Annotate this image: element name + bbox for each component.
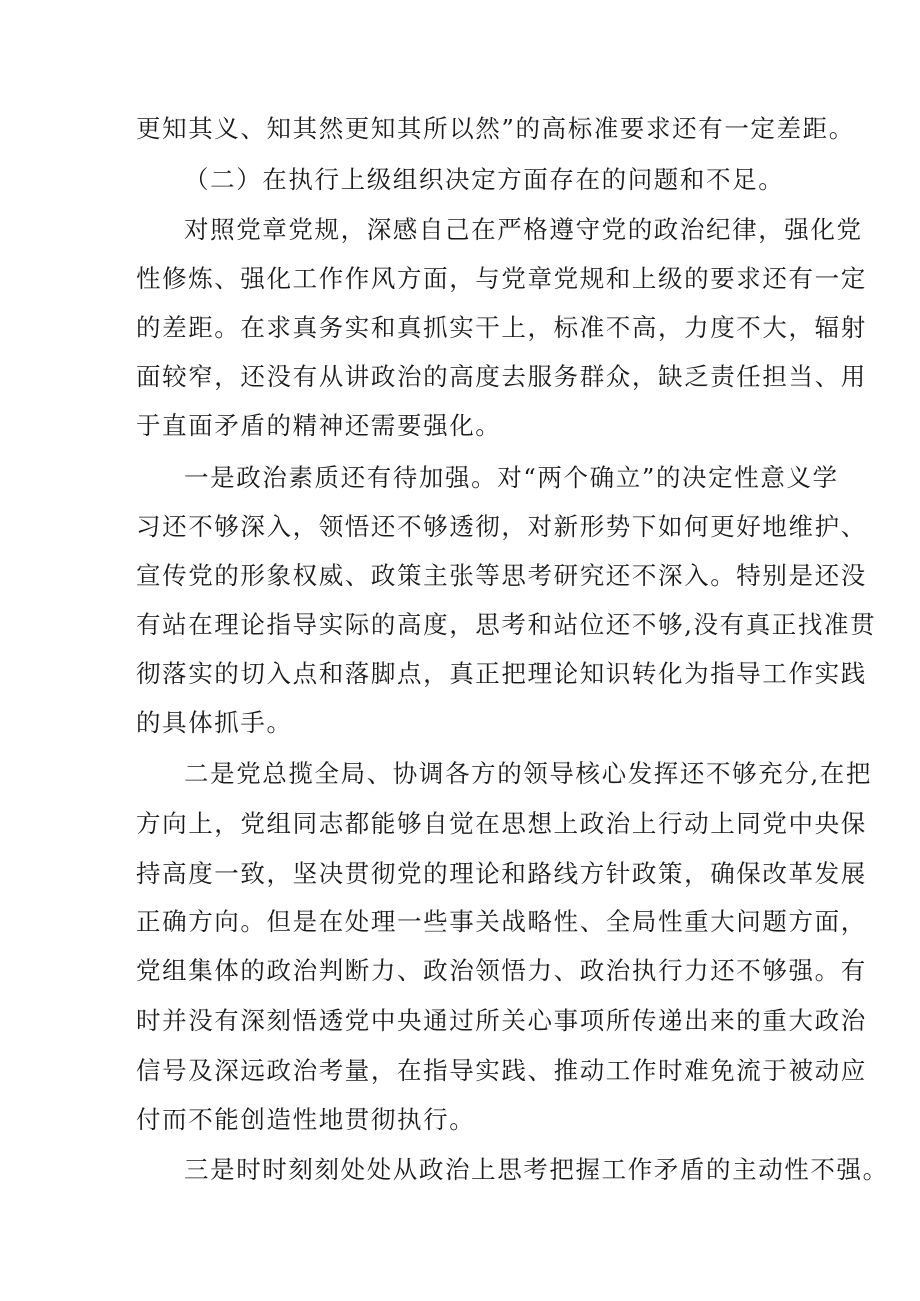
- text-line: 信号及深远政治考量，在指导实践、推动工作时难免流于被动应: [136, 1056, 867, 1085]
- text-line: 二是党总揽全局、协调各方的领导核心发挥还不够充分,在把: [184, 759, 872, 788]
- text-line: 付而不能创造性地贯彻执行。: [136, 1105, 476, 1134]
- text-line: 有站在理论指导实际的高度，思考和站位还不够,没有真正找准贯: [136, 610, 877, 639]
- text-line: 面较窄，还没有从讲政治的高度去服务群众，缺乏责任担当、用: [136, 362, 867, 391]
- text-line: 时并没有深刻悟透党中央通过所关心事项所传递出来的重大政治: [136, 1006, 867, 1035]
- text-line: 方向上，党组同志都能够自觉在思想上政治上行动上同党中央保: [136, 809, 867, 838]
- text-line: 宣传党的形象权威、政策主张等思考研究还不深入。特别是还没: [136, 561, 867, 590]
- text-line: 持高度一致，坚决贯彻党的理论和路线方针政策，确保改革发展: [136, 859, 867, 888]
- text-line: 性修炼、强化工作作风方面，与党章党规和上级的要求还有一定: [136, 264, 867, 293]
- text-line: 对照党章党规，深感自己在严格遵守党的政治纪律，强化党: [184, 215, 863, 244]
- text-line: 三是时时刻刻处处从政治上思考把握工作矛盾的主动性不强。: [184, 1155, 889, 1184]
- section-heading: （二）在执行上级组织决定方面存在的问题和不足。: [184, 165, 785, 194]
- text-line: 的具体抓手。: [136, 708, 293, 737]
- text-line: 正确方向。但是在处理一些事关战略性、全局性重大问题方面，: [136, 907, 867, 936]
- text-line: 习还不够深入，领悟还不够透彻，对新形势下如何更好地维护、: [136, 512, 867, 541]
- text-line: 的差距。在求真务实和真抓实干上，标准不高，力度不大，辐射: [136, 313, 867, 342]
- text-line: 更知其义、知其然更知其所以然”的高标准要求还有一定差距。: [136, 114, 855, 143]
- text-line: 彻落实的切入点和落脚点，真正把理论知识转化为指导工作实践: [136, 659, 867, 688]
- text-line: 一是政治素质还有待加强。对“两个确立”的决定性意义学: [184, 463, 839, 492]
- text-line: 党组集体的政治判断力、政治领悟力、政治执行力还不够强。有: [136, 956, 867, 985]
- text-line: 于直面矛盾的精神还需要强化。: [136, 411, 502, 440]
